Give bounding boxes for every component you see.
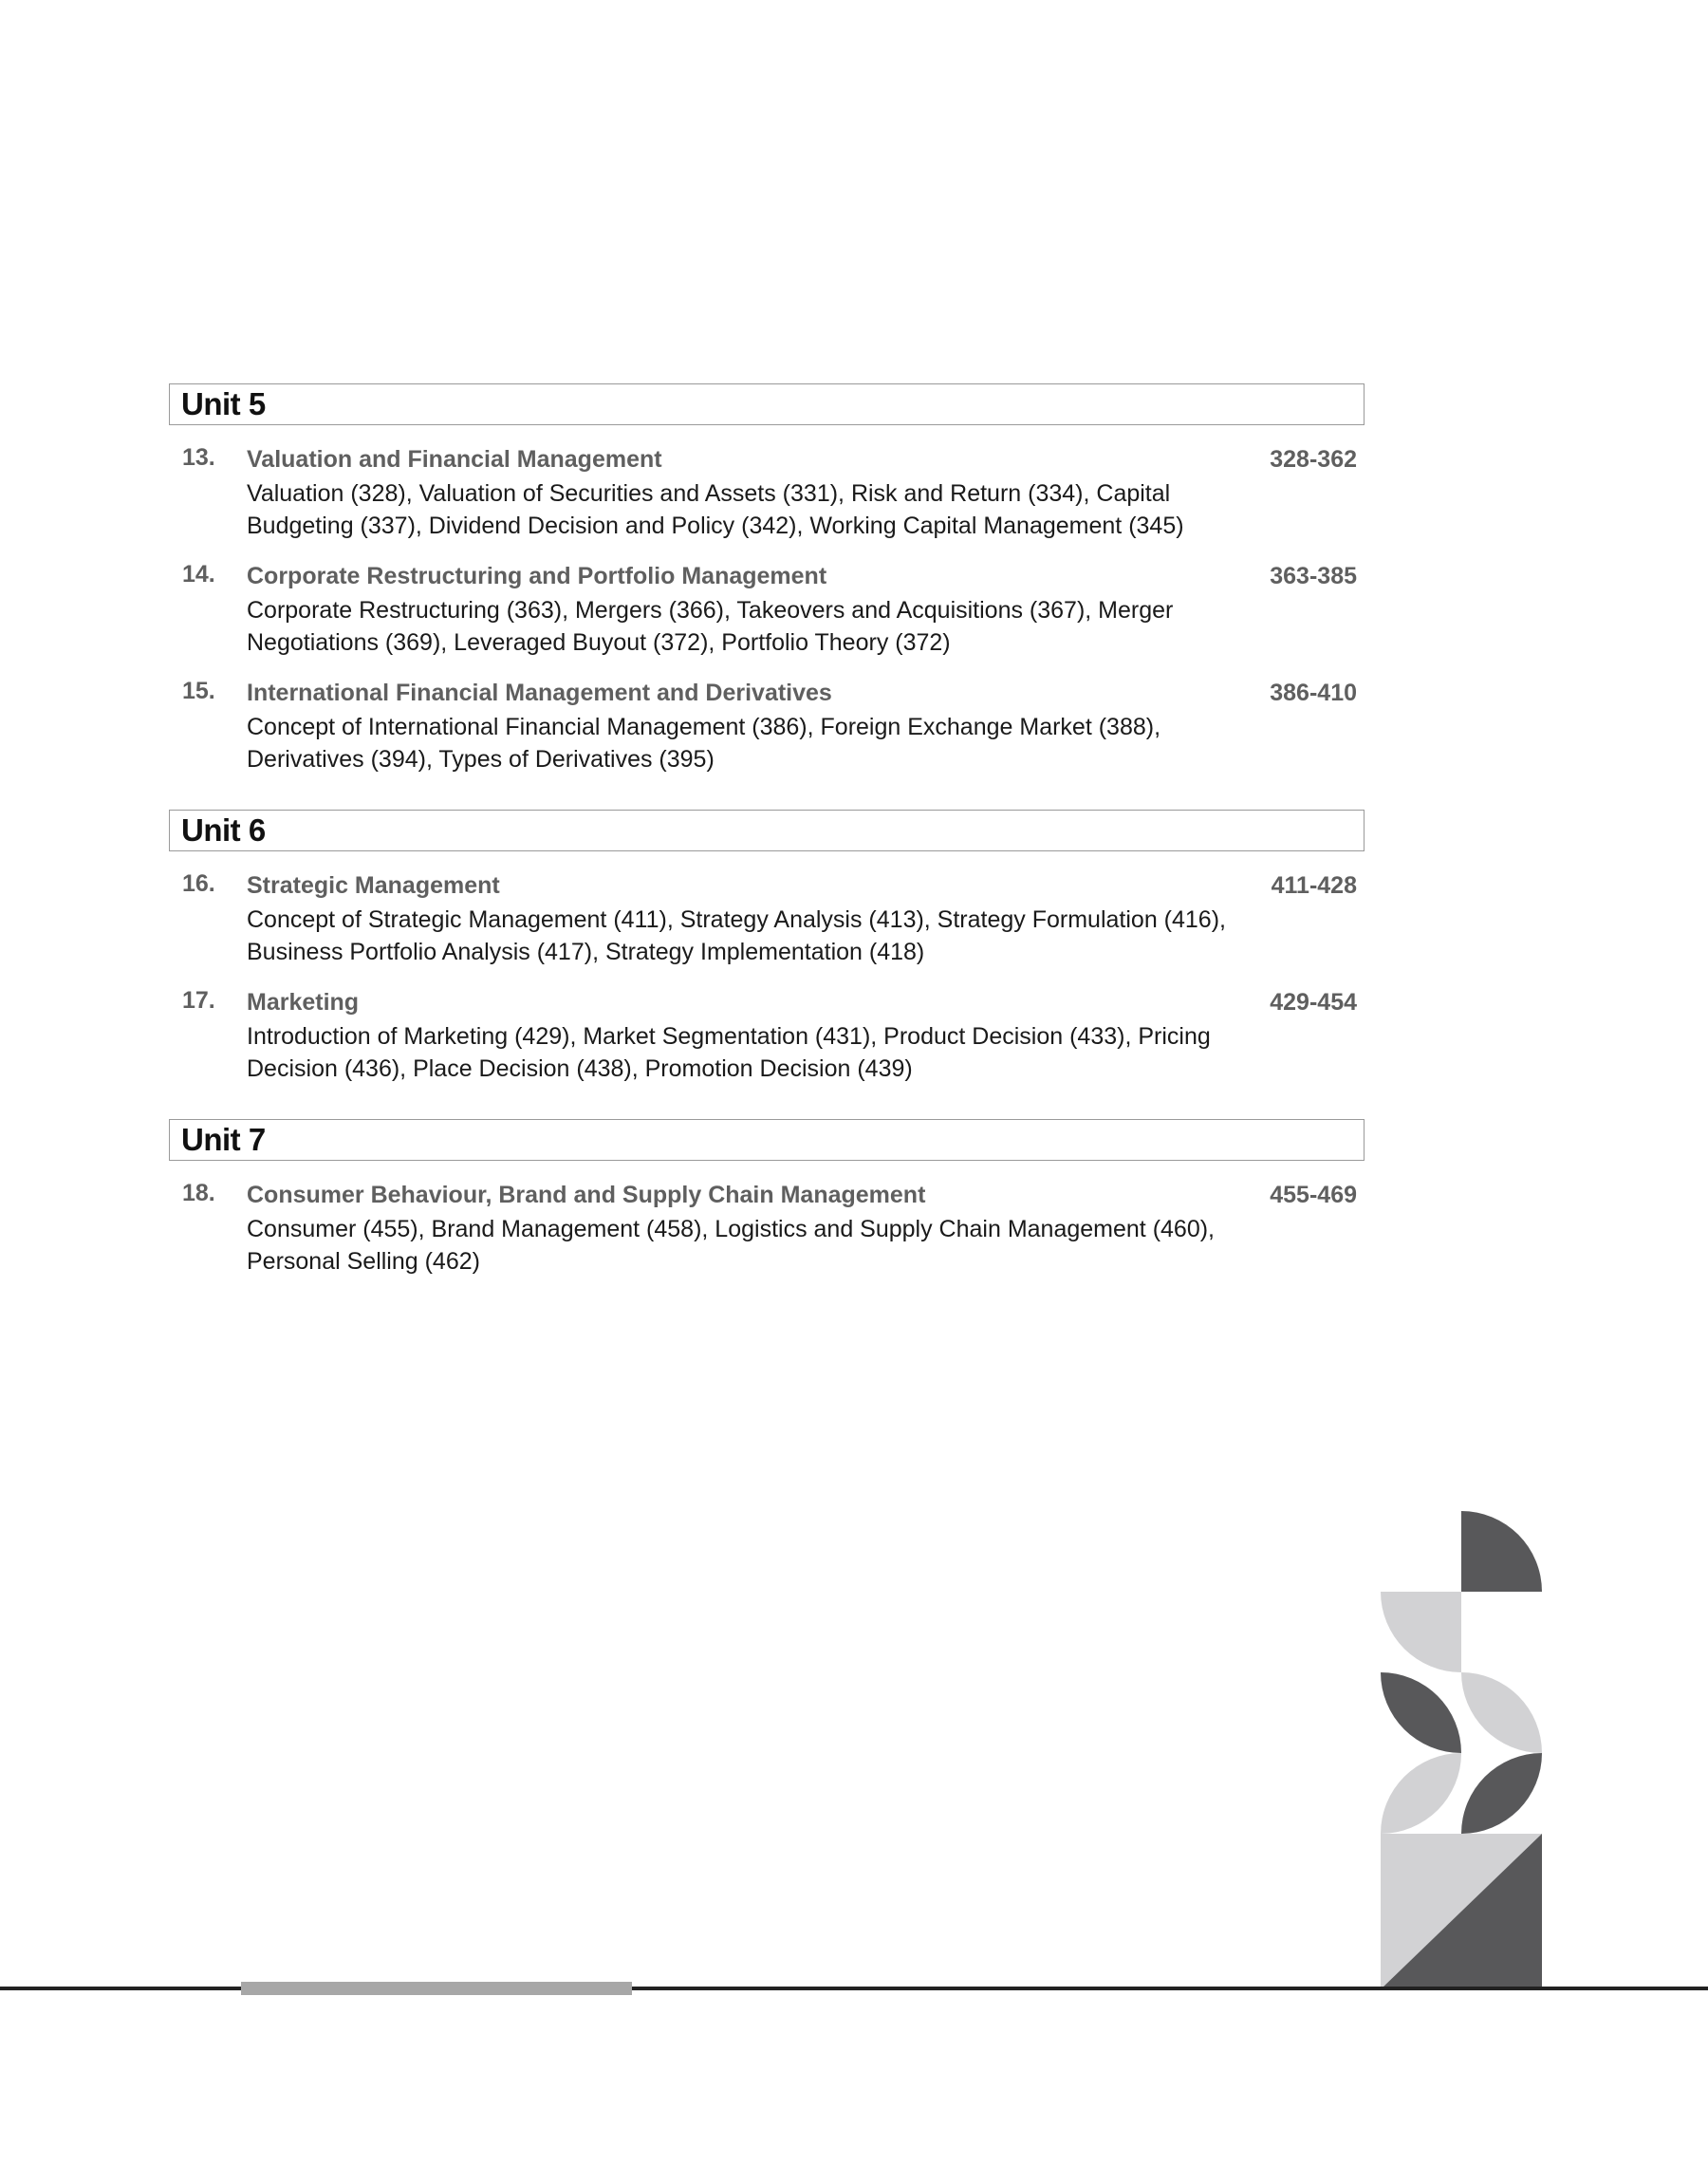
unit-header	[169, 1119, 1365, 1161]
chapter-topics: Valuation (328), Valuation of Securities and Assets (331), Risk and Return (334), Capital Budgeting (337), Dividend Decision and Policy (342), Working Capital Management (345)	[247, 480, 1184, 539]
chapter-title: Strategic Management	[247, 872, 500, 899]
chapter-entry[interactable]	[169, 1180, 1365, 1278]
unit-section	[169, 810, 1365, 1085]
chapter-topics: Corporate Restructuring (363), Mergers (366), Takeovers and Acquisitions (367), Merger Negotiations (369), Leveraged Buyout (372), Portfolio Theory (372)	[247, 597, 1174, 656]
chapter-page-range: 455-469	[1270, 1182, 1357, 1208]
spacer	[169, 775, 1365, 810]
unit-title: Unit 7	[181, 1122, 266, 1157]
unit-header	[169, 383, 1365, 425]
chapter-page-range: 363-385	[1270, 563, 1357, 589]
spacer	[169, 1085, 1365, 1119]
unit-title: Unit 5	[181, 386, 266, 421]
chapter-title: Corporate Restructuring and Portfolio Management	[247, 563, 827, 589]
dark-quarter-circle	[1461, 1511, 1542, 1592]
chapter-number: 14.	[182, 561, 215, 588]
chapter-number: 15.	[182, 678, 215, 704]
chapter-topics: Consumer (455), Brand Management (458), Logistics and Supply Chain Management (460), Personal Selling (462)	[247, 1216, 1215, 1275]
unit-section	[169, 1119, 1365, 1278]
chapter-topics: Introduction of Marketing (429), Market Segmentation (431), Product Decision (433), Pricing Decision (436), Place Decision (438), Promotion Decision (439)	[247, 1023, 1211, 1082]
chapter-title: International Financial Management and Derivatives	[247, 680, 832, 706]
chapter-page-range: 411-428	[1271, 872, 1357, 899]
chapter-entry[interactable]	[169, 444, 1365, 542]
chapter-page-range: 429-454	[1270, 989, 1357, 1016]
chapter-title: Marketing	[247, 989, 360, 1016]
dark-leaf	[1461, 1753, 1542, 1834]
light-quarter-circle	[1381, 1592, 1461, 1672]
chapter-entry[interactable]	[169, 987, 1365, 1085]
footer-accent-bar	[241, 1982, 632, 1995]
chapter-number: 16.	[182, 870, 215, 897]
decorative-shapes	[1381, 1511, 1542, 1989]
chapter-page-range: 386-410	[1270, 680, 1357, 706]
chapter-number: 17.	[182, 987, 215, 1014]
light-leaf	[1461, 1672, 1542, 1753]
dark-leaf	[1381, 1672, 1461, 1753]
chapter-title: Valuation and Financial Management	[247, 446, 662, 473]
chapter-title: Consumer Behaviour, Brand and Supply Chain Management	[247, 1182, 926, 1208]
chapter-topics: Concept of International Financial Management (386), Foreign Exchange Market (388), Derivatives (394), Types of Derivatives (395)	[247, 714, 1161, 773]
chapter-topics: Concept of Strategic Management (411), Strategy Analysis (413), Strategy Formulation (416), Business Portfolio Analysis (417), Strategy Implementation (418)	[247, 906, 1226, 965]
chapter-number: 18.	[182, 1180, 215, 1206]
unit-section	[169, 383, 1365, 775]
chapter-entry[interactable]	[169, 561, 1365, 659]
unit-header	[169, 810, 1365, 851]
chapter-number: 13.	[182, 444, 215, 471]
chapter-entry[interactable]	[169, 870, 1365, 968]
chapter-page-range: 328-362	[1270, 446, 1357, 473]
light-leaf	[1381, 1753, 1461, 1834]
chapter-entry[interactable]	[169, 678, 1365, 775]
unit-title: Unit 6	[181, 812, 266, 848]
table-of-contents	[169, 383, 1365, 1278]
